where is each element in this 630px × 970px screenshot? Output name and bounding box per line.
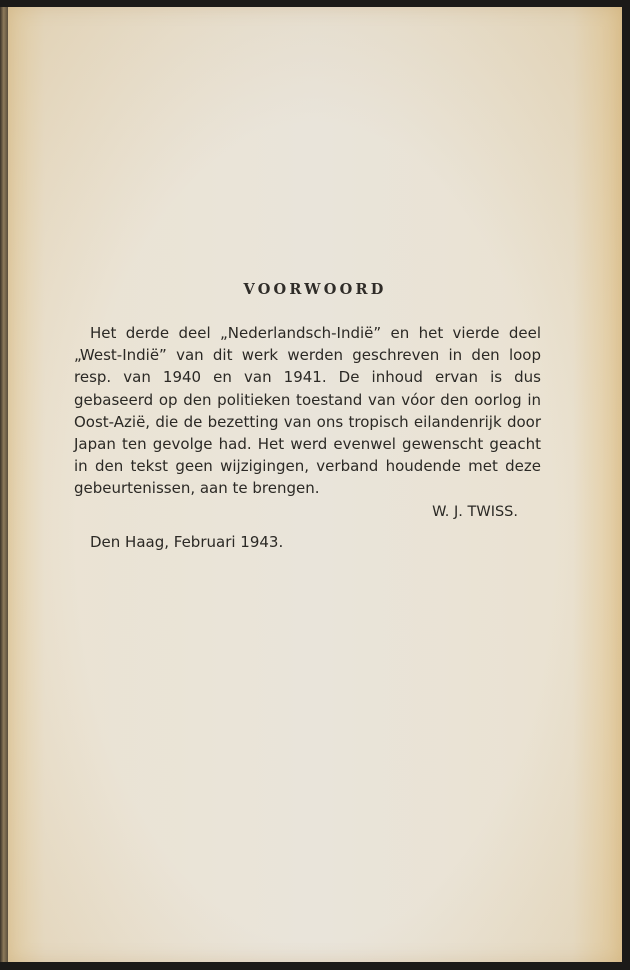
paper-sheet xyxy=(8,7,622,962)
book-spine-edge xyxy=(0,7,8,962)
page-heading: VOORWOORD xyxy=(243,281,387,298)
author-signature: W. J. TWISS. xyxy=(432,504,518,520)
foreword-paragraph: Het derde deel „Nederlandsch-Indië” en het vierde deel „West-Indië” van dit werk werden geschreven in den loop resp. van 1940 en van 1941. De inhoud ervan is dus gebaseerd op den politieken toestand van vóor den oorlog in Oost-Azië, die de bezetting van ons tropisch eilandenrijk door Japan ten gevolge had. Het werd evenwel gewenscht geacht in den tekst geen wijzigingen, verband houdende met deze gebeurtenissen, aan te brengen. xyxy=(74,324,541,498)
place-and-date: Den Haag, Februari 1943. xyxy=(90,533,284,551)
